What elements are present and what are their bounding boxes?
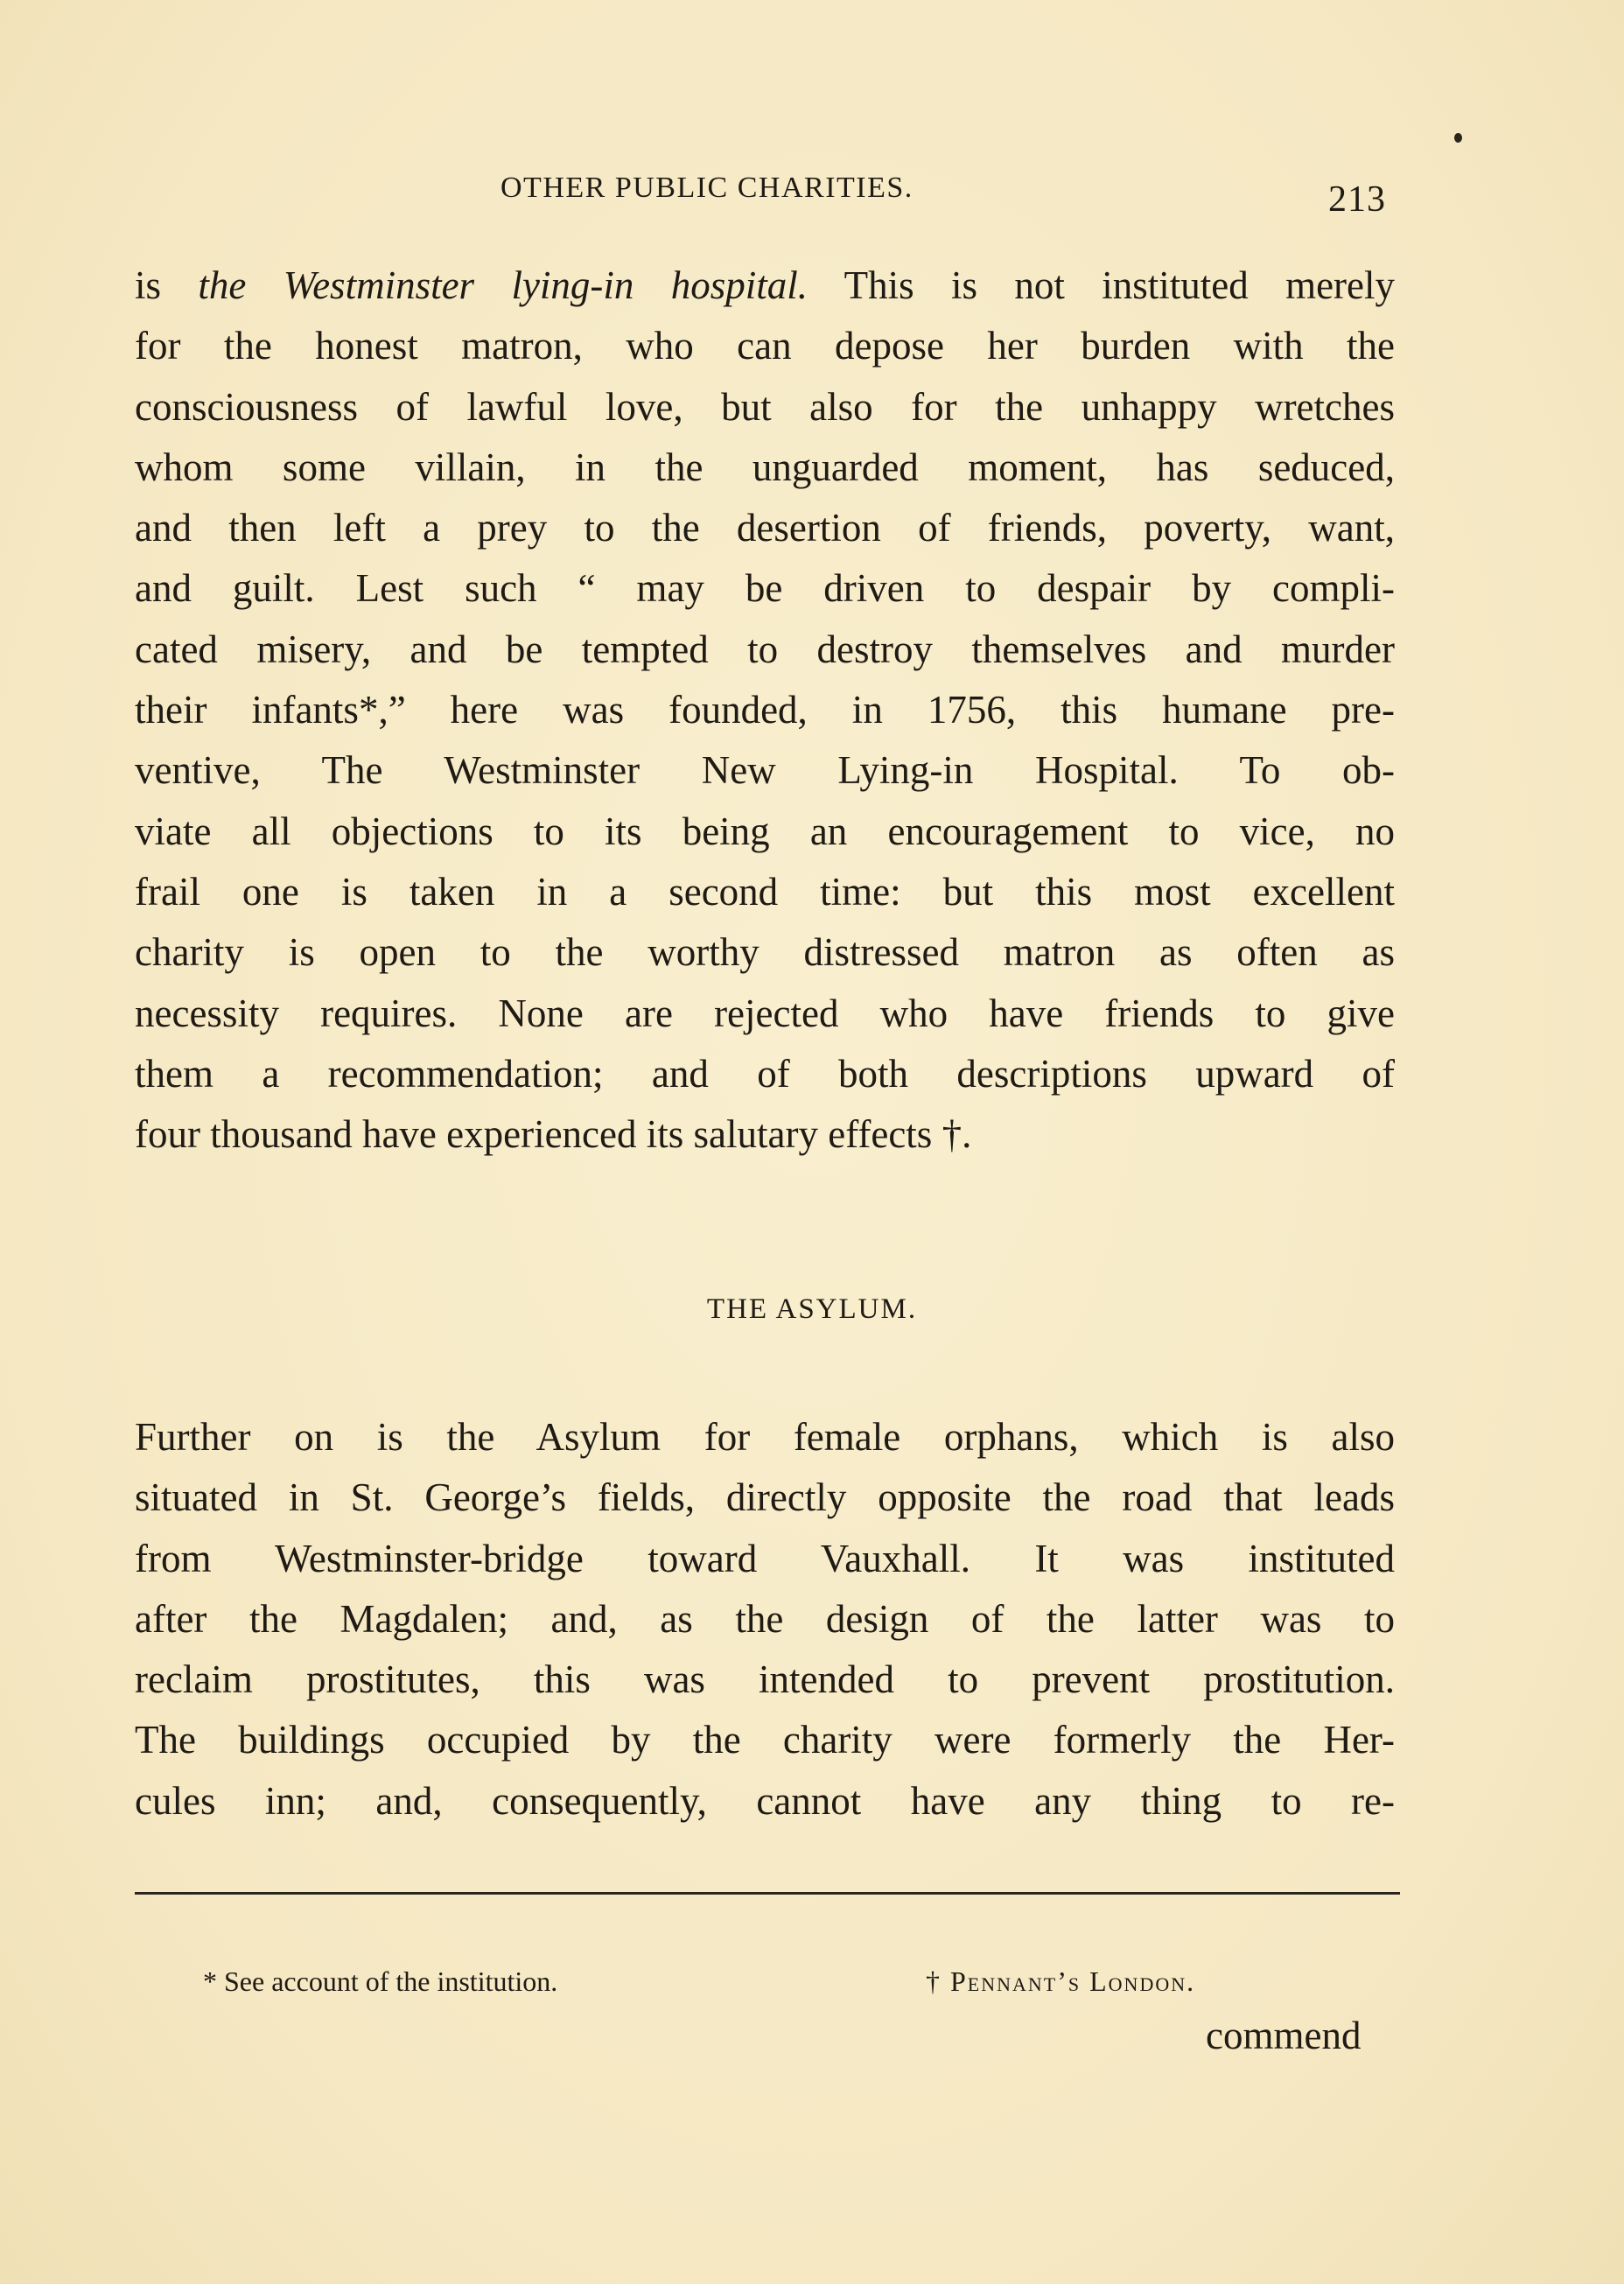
text-line: necessity requires. None are rejected who have friends to give [135,991,1395,1035]
text-line: reclaim prostitutes, this was intended to prevent prostitution. [135,1657,1395,1702]
text-line: The buildings occupied by the charity were formerly the Her- [135,1718,1395,1762]
text-line: them a recommendation; and of both descriptions upward of [135,1051,1395,1096]
paragraph-lying-in-hospital [135,256,1395,1165]
page-number: 213 [1328,179,1386,220]
text-line: is the Westminster lying-in hospital. This is not instituted merely [135,263,1396,307]
text-line: consciousness of lawful love, but also for the unhappy wretches [135,384,1395,429]
text-line: after the Magdalen; and, as the design of the latter was to [135,1596,1395,1641]
text-line: and then left a prey to the desertion of friends, poverty, want, [135,506,1395,550]
text-line: and guilt. Lest such “ may be driven to despair by compli- [135,566,1395,611]
text-line: from Westminster-bridge toward Vauxhall. It was instituted [135,1536,1395,1580]
text-line: frail one is taken in a second time: but this most excellent [135,869,1395,914]
text-line: viate all objections to its being an encouragement to vice, no [135,809,1395,853]
paragraph-asylum [135,1407,1395,1832]
footnote-asterisk: * See account of the institution. [203,1965,558,1997]
text-line: situated in St. George’s fields, directly opposite the road that leads [135,1475,1395,1520]
text-line: ventive, The Westminster New Lying-in Hospital. To ob- [135,748,1395,793]
running-head: OTHER PUBLIC CHARITIES. [500,172,914,204]
text-line: four thousand have experienced its salutary effects †. [135,1112,972,1157]
catchword: commend [1206,2014,1362,2057]
ink-speck [1454,133,1462,143]
footnote-rule [135,1892,1400,1895]
text-line: cules inn; and, consequently, cannot have any thing to re- [135,1778,1395,1823]
text-line: their infants*,” here was founded, in 1756, this humane pre- [135,688,1395,732]
text-line: whom some villain, in the unguarded moment, has seduced, [135,445,1395,489]
text-line: for the honest matron, who can depose her burden with the [135,324,1395,368]
text-line: Further on is the Asylum for female orphans, which is also [135,1415,1395,1459]
section-heading: THE ASYLUM. [706,1293,918,1325]
text-line: charity is open to the worthy distressed matron as often as [135,930,1395,975]
text-line: cated misery, and be tempted to destroy themselves and murder [135,627,1395,671]
footnote-dagger: † Pennant’s London. [926,1965,1196,1997]
